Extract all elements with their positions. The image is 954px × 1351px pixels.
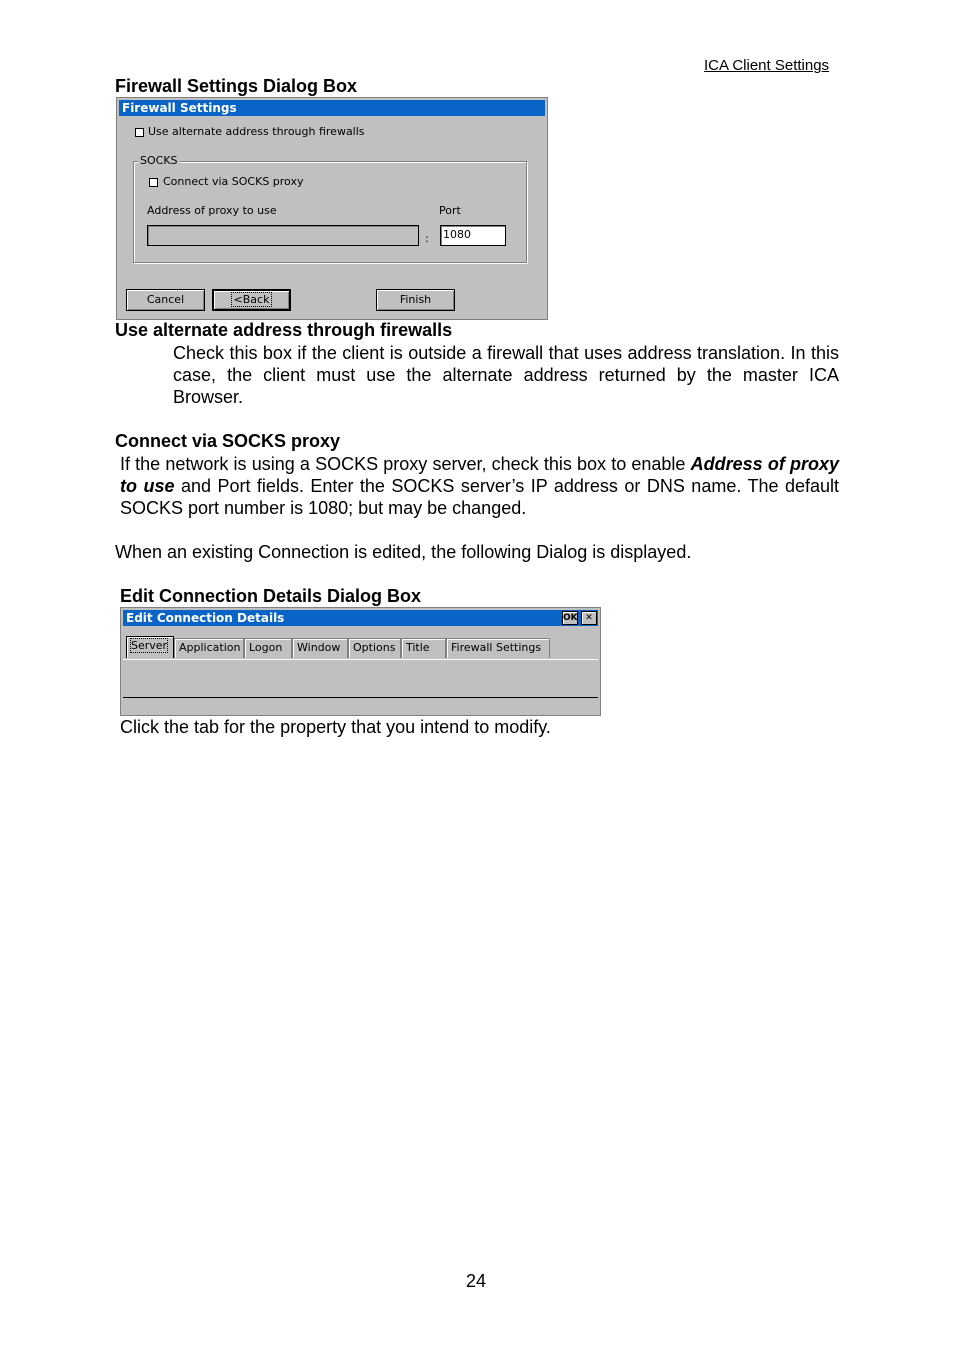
tab-server-label: Server: [131, 639, 168, 652]
tab-firewall-settings[interactable]: Firewall Settings: [446, 638, 550, 658]
cancel-button-label: Cancel: [146, 293, 185, 306]
close-icon[interactable]: ✕: [581, 611, 597, 625]
edit-intro-text: When an existing Connection is edited, the following Dialog is displayed.: [115, 542, 692, 562]
ok-button[interactable]: OK: [563, 613, 578, 623]
tab-logon[interactable]: Logon: [244, 638, 292, 658]
connect-socks-heading: Connect via SOCKS proxy: [115, 431, 341, 451]
tab-application[interactable]: Application: [174, 638, 244, 658]
firewall-dialog-heading: Firewall Settings Dialog Box: [115, 76, 358, 96]
edit-dialog-caption: Click the tab for the property that you intend to modify.: [120, 717, 551, 737]
tab-server[interactable]: [126, 636, 174, 658]
use-alternate-description: Check this box if the client is outside a firewall that uses address translation. In this case, the client must use the alternate address returned by the master ICA Browser.: [173, 343, 839, 407]
edit-connection-dialog: [120, 607, 601, 716]
socks-group-label: SOCKS: [140, 154, 178, 167]
finish-button[interactable]: [376, 289, 455, 311]
header-section-link[interactable]: ICA Client Settings: [704, 57, 830, 74]
tab-window[interactable]: Window: [292, 638, 348, 658]
finish-button-label: Finish: [399, 293, 432, 306]
use-alternate-heading: Use alternate address through firewalls: [115, 320, 453, 340]
address-port-separator: :: [425, 232, 429, 245]
tab-panel-top-edge: [123, 659, 598, 660]
tab-options[interactable]: Options: [348, 638, 401, 658]
connect-socks-text-after: and Port fields. Enter the SOCKS server’s IP address or DNS name. The default SOCKS port number is 1080; but may be changed.: [120, 476, 840, 518]
back-button-label: <Back: [233, 293, 270, 306]
page-number: 24: [466, 1271, 487, 1291]
connect-socks-text-before: If the network is using a SOCKS proxy server, check this box to enable: [120, 454, 691, 474]
cancel-button[interactable]: [126, 289, 205, 311]
edit-dialog-title: Edit Connection Details: [126, 611, 285, 625]
dialog-title-bar: Firewall Settings: [119, 100, 545, 116]
firewall-settings-dialog: [116, 97, 548, 320]
connect-socks-label[interactable]: Connect via SOCKS proxy: [163, 175, 304, 188]
proxy-address-input[interactable]: [147, 225, 419, 246]
port-label: Port: [439, 204, 461, 217]
proxy-address-label: Address of proxy to use: [147, 204, 277, 217]
connect-socks-description: [120, 453, 839, 519]
use-alternate-label[interactable]: Use alternate address through firewalls: [148, 125, 365, 138]
use-alternate-checkbox[interactable]: [135, 128, 144, 137]
edit-dialog-heading: Edit Connection Details Dialog Box: [120, 586, 422, 606]
tab-title[interactable]: Title: [401, 638, 446, 658]
tab-panel-divider: [123, 697, 598, 698]
edit-dialog-title-bar: [123, 610, 598, 626]
back-button[interactable]: [212, 289, 291, 311]
connect-socks-checkbox[interactable]: [149, 178, 158, 187]
address-of-proxy-term: Address of proxy to use: [120, 454, 839, 496]
port-input[interactable]: 1080: [440, 225, 506, 246]
